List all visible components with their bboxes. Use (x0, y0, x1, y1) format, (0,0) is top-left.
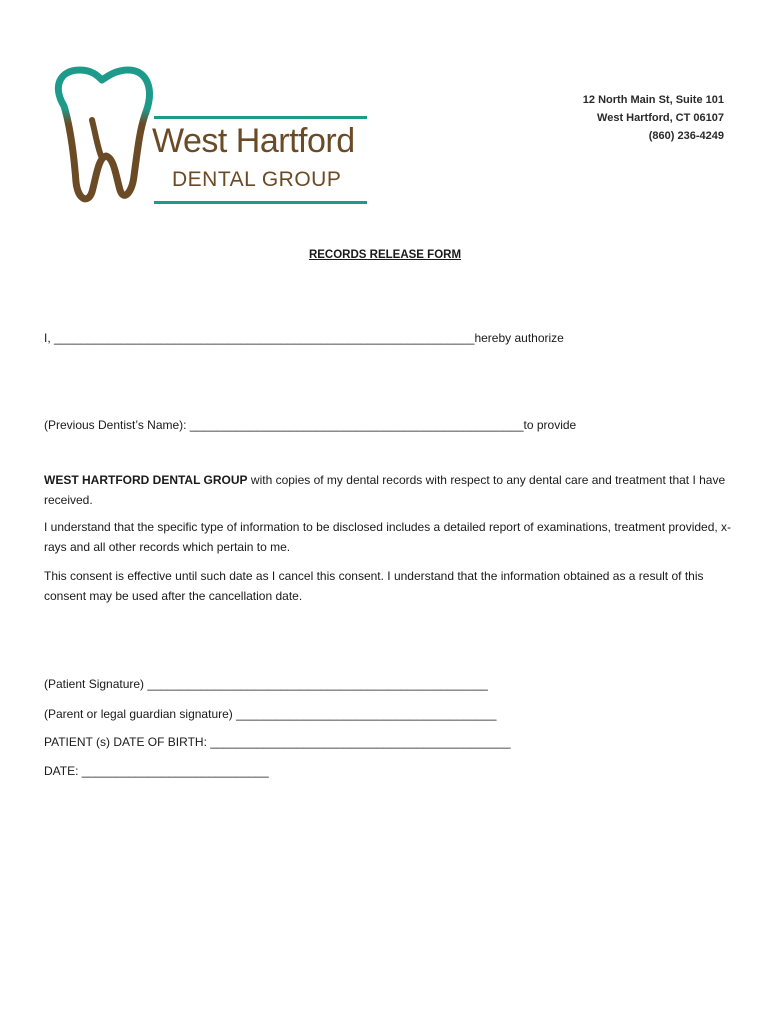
paragraph-records-text: with copies of my dental records with respect to any dental care and treatment that I have received. (44, 473, 726, 507)
logo-top-rule (154, 116, 367, 119)
date-of-birth-line[interactable]: PATIENT (s) DATE OF BIRTH: _____________________________________________ (44, 735, 511, 749)
paragraph-disclosure: I understand that the specific type of information to be disclosed includes a detailed report of examinations, treatment provided, x-rays and all other records which pertain to me. (44, 520, 732, 554)
date-line[interactable]: DATE: ____________________________ (44, 764, 269, 778)
logo-bottom-rule (154, 201, 367, 204)
paragraph-records (44, 471, 734, 510)
form-title: RECORDS RELEASE FORM (308, 249, 462, 261)
logo (50, 66, 370, 208)
address-block (583, 91, 724, 145)
address-line-1: 12 North Main St, Suite 101 (582, 94, 724, 106)
address-line-2: West Hartford, CT 06107 (597, 112, 724, 124)
paragraph-consent: This consent is effective until such date as I cancel this consent. I understand that the information obtained as a result of this consent may be used after the cancellation date. (44, 569, 704, 603)
logo-name: West Hartford (152, 122, 355, 160)
logo-subtitle: DENTAL GROUP (172, 168, 342, 191)
guardian-signature-line[interactable]: (Parent or legal guardian signature) _______________________________________ (44, 707, 497, 721)
practice-name: WEST HARTFORD DENTAL GROUP (44, 473, 248, 487)
patient-signature-line[interactable]: (Patient Signature) ___________________________________________________ (44, 677, 488, 691)
previous-dentist-line[interactable]: (Previous Dentist’s Name): __________________________________________________to provide (44, 418, 577, 432)
address-phone: (860) 236-4249 (648, 130, 724, 142)
tooth-icon (50, 66, 160, 208)
authorize-line[interactable]: I, _______________________________________________________________hereby authorize (44, 331, 564, 345)
